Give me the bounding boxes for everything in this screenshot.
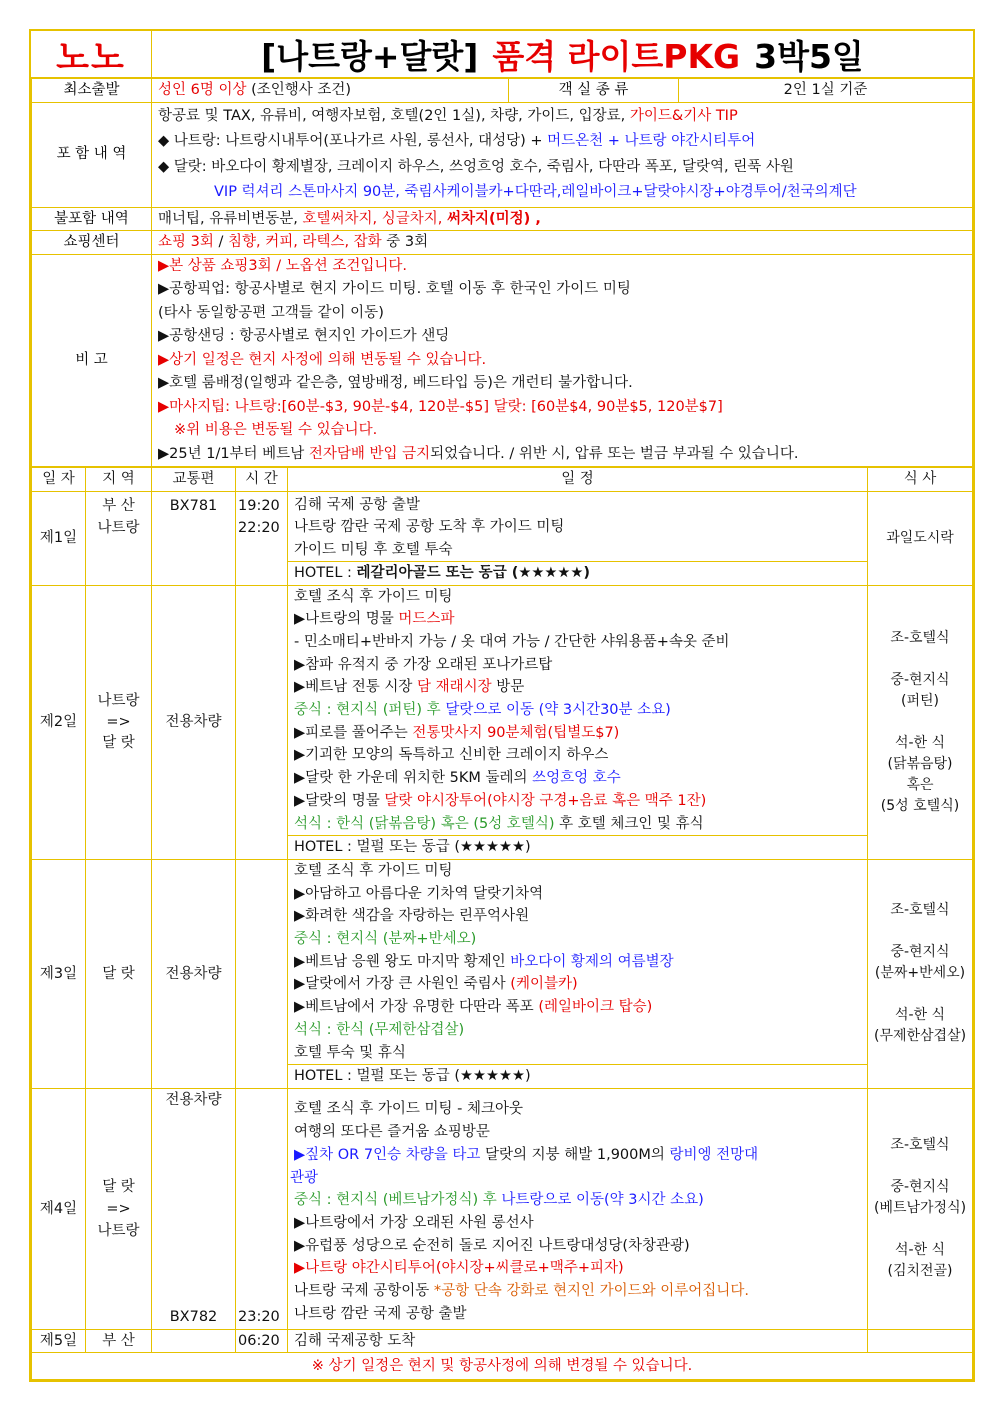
plan-line — [288, 951, 867, 974]
plan-line: 호텔 조식 후 가이드 미팅 — [294, 862, 453, 879]
remark-line: ▶호텔 룸배정(일행과 같은층, 옆방배정, 베드타입 등)은 개런티 불가합니다. — [158, 375, 633, 391]
meal-lunch: 중-현지식 — [890, 1179, 950, 1196]
inclusion-line — [158, 129, 966, 155]
col-meal: 식 사 — [868, 468, 973, 492]
day-label: 제5일 — [32, 1329, 86, 1353]
plan-line: - 민소매티+반바지 가능 / 옷 대여 가능 / 간단한 샤워용품+속옷 준비 — [294, 633, 730, 650]
plan-line: 나트랑 깜란 국제 공항 출발 — [294, 1305, 467, 1322]
day-plan — [288, 1088, 868, 1329]
plan-highlight: 바오다이 황제의 여름별장 — [510, 953, 674, 970]
day-meal — [868, 585, 973, 859]
inclusions-content — [152, 102, 973, 207]
inclusion-line: ◆ 달랏: 바오다이 황제별장, 크레이지 하우스, 쓰엉흐엉 호수, 죽림사, 다딴라 폭포, 달랏역, 린푹 사원 — [158, 158, 794, 175]
meal-lunch-detail: (베트남가정식) — [874, 1200, 966, 1217]
plan-line — [288, 973, 867, 996]
plan-text: 방문 — [491, 679, 525, 696]
day-plan: 김해 국제공항 도착 — [288, 1329, 868, 1353]
area-from: 나트랑 — [97, 692, 140, 709]
plan-text: 나트랑 국제 공항이동 — [294, 1283, 434, 1300]
day-area — [86, 585, 152, 859]
footer-notice: ※ 상기 일정은 현지 및 항공사정에 의해 변경될 수 있습니다. — [32, 1353, 973, 1380]
plan-line: ▶유럽풍 성당으로 순전히 돌로 지어진 나트랑대성당(차창관광) — [294, 1237, 690, 1254]
day4-row — [32, 1088, 973, 1329]
day-label: 제1일 — [32, 491, 86, 585]
meal-dinner: 석-한 식 — [894, 734, 946, 751]
day-label: 제4일 — [32, 1088, 86, 1329]
day-transport: 전용차량 — [152, 585, 236, 859]
exclusion-surcharge: 호텔써차지, 싱글차지, — [302, 210, 447, 227]
hotel-line: HOTEL : 멀펄 또는 동급 (★★★★★) — [288, 1064, 867, 1088]
plan-meal: 중식 : 현지식 (퍼틴) 후 — [294, 702, 446, 719]
day-transport — [152, 1329, 236, 1353]
plan-highlight: ▶나트랑 야간시티투어(야시장+씨클로+맥주+피자) — [294, 1260, 624, 1277]
plan-line — [288, 767, 867, 790]
plan-text: 달랏의 지붕 해발 1,900M의 — [484, 1146, 670, 1163]
meal-dinner-detail: (김치전골) — [887, 1263, 953, 1280]
time-arrive: 22:20 — [238, 520, 280, 536]
plan-text: ▶달랏의 명물 — [294, 792, 385, 809]
room-type-label: 객 실 종 류 — [509, 79, 679, 103]
title-duration: 3박5일 — [754, 36, 864, 76]
inclusion-text: 항공료 및 TAX, 유류비, 여행자보험, 호텔(2인 1실), 차량, 가이드, 입장료, — [158, 107, 630, 124]
day1-row — [32, 491, 973, 585]
room-type-value: 2인 1실 기준 — [679, 79, 973, 103]
plan-highlight: 관광 — [290, 1169, 319, 1186]
plan-highlight: 머드스파 — [398, 611, 455, 628]
inclusions-label: 포 함 내 역 — [32, 102, 152, 207]
plan-line: 나트랑 깜란 국제 공항 도착 후 가이드 미팅 — [294, 519, 565, 535]
shopping-count: 쇼핑 3회 — [158, 234, 214, 250]
plan-notice: *공항 단속 강화로 현지인 가이드와 이루어집니다. — [433, 1283, 749, 1300]
plan-text: ▶피로를 풀어주는 — [294, 724, 413, 741]
plan-line — [288, 699, 867, 722]
remark-text: ▶25년 1/1부터 베트남 — [158, 445, 309, 462]
exclusion-surcharge-tbd: 써차지(미정) , — [447, 210, 541, 227]
plan-text: ▶베트남에서 가장 유명한 다딴라 폭포 — [294, 999, 539, 1016]
day-times — [236, 491, 288, 585]
meal-lunch-detail: (퍼틴) — [901, 692, 939, 709]
remarks-label: 비 고 — [32, 254, 152, 467]
plan-text: ▶달랏에서 가장 큰 사원인 죽림사 — [294, 976, 511, 993]
plan-line — [288, 1280, 867, 1303]
exclusions-label: 불포함 내역 — [32, 207, 152, 231]
area-arrow: => — [106, 1200, 131, 1217]
plan-line — [288, 790, 867, 813]
plan-meal: 석식 : 한식 (무제한삼겹살) — [294, 1021, 465, 1038]
remark-line: ▶본 상품 쇼핑3회 / 노옵션 조건입니다. — [158, 257, 408, 274]
min-departure-count: 성인 6명 이상 — [158, 82, 247, 98]
shopping-sep: / — [213, 234, 228, 250]
info-table — [31, 78, 973, 467]
plan-line — [288, 1189, 867, 1212]
area-from: 달 랏 — [102, 1178, 135, 1195]
day-area — [86, 1088, 152, 1329]
day-plan — [288, 859, 868, 1088]
plan-line: ▶나트랑에서 가장 오래된 사원 롱선사 — [294, 1214, 534, 1231]
day-transport: 전용차량 — [152, 859, 236, 1088]
plan-line — [288, 676, 867, 699]
meal-dinner-or: 혹은 — [906, 776, 934, 793]
area-to: 나트랑 — [97, 1222, 140, 1239]
remark-ecig: 전자담배 반입 금지 — [308, 445, 431, 462]
plan-highlight: 담 재래시장 — [417, 679, 492, 696]
day-transport — [152, 1088, 236, 1329]
day-meal — [868, 1329, 973, 1353]
plan-line — [288, 722, 867, 745]
day-times — [236, 1088, 288, 1329]
area-to: 나트랑 — [97, 519, 140, 536]
brand-logo: 노노 — [31, 31, 152, 77]
meal-dinner-alt: (5성 호텔식) — [880, 797, 960, 814]
time-depart: 23:20 — [238, 1309, 280, 1326]
shopping-note: 중 3회 — [381, 234, 429, 250]
day-flight: BX781 — [152, 491, 236, 585]
title-destination: [나트랑+달랏] — [261, 36, 479, 76]
shopping-label: 쇼핑센터 — [32, 231, 152, 255]
plan-meal: 중식 : 현지식 (베트남가정식) 후 — [294, 1192, 502, 1209]
meal-lunch: 중-현지식 — [890, 671, 950, 688]
plan-highlight: (레일바이크 탑승) — [538, 999, 653, 1016]
min-departure-note: (조인행사 조건) — [251, 82, 352, 98]
plan-line: 호텔 조식 후 가이드 미팅 - 체크아웃 — [294, 1101, 523, 1118]
meal-dinner: 석-한 식 — [894, 1242, 946, 1259]
remark-line: ▶상기 일정은 현지 사정에 의해 변동될 수 있습니다. — [158, 351, 487, 368]
day-area: 부 산 — [86, 1329, 152, 1353]
day-area — [86, 491, 152, 585]
exclusions-content — [152, 207, 973, 231]
title-package: 품격 라이트PKG — [492, 36, 741, 76]
inclusion-vip-line: VIP 럭셔리 스톤마사지 90분, 죽림사케이블카+다딴라,레일바이크+달랏야시장+야경투어/천국의계단 — [214, 184, 857, 200]
col-day: 일 자 — [32, 468, 86, 492]
plan-transfer: 나트랑으로 이동(약 3시간 소요) — [501, 1192, 704, 1209]
plan-line — [288, 1144, 867, 1167]
plan-highlight: 달랏 야시장투어(야시장 구경+음료 혹은 맥주 1잔) — [384, 792, 707, 809]
plan-line: 김해 국제 공항 출발 — [294, 496, 420, 513]
meal-dinner-detail: (닭볶음탕) — [887, 755, 953, 772]
col-time: 시 간 — [236, 468, 288, 492]
hotel-line — [288, 561, 867, 585]
day5-row — [32, 1329, 973, 1353]
plan-text: ▶달랏 한 가운데 위치한 5KM 둘레의 — [294, 770, 533, 787]
plan-text: ▶베트남 응웬 왕도 마지막 황제인 — [294, 953, 511, 970]
plan-highlight: 쓰엉흐엉 호수 — [532, 770, 621, 787]
col-plan: 일 정 — [288, 468, 868, 492]
transport-vehicle: 전용차량 — [165, 1091, 222, 1108]
schedule-table — [31, 467, 973, 1380]
plan-highlight: (케이블카) — [510, 976, 578, 993]
page-title — [152, 31, 973, 77]
plan-line: ▶아담하고 아름다운 기차역 달랏기차역 — [294, 885, 544, 902]
day-meal — [868, 1088, 973, 1329]
plan-line: ▶화려한 색감을 자랑하는 린푸억사원 — [294, 908, 530, 925]
area-from: 부 산 — [102, 497, 135, 514]
day-times: 06:20 — [236, 1329, 288, 1353]
plan-line: 호텔 조식 후 가이드 미팅 — [294, 588, 453, 605]
plan-line: ▶참파 유적지 중 가장 오래된 포나가르탑 — [294, 656, 553, 673]
time-depart: 19:20 — [238, 497, 280, 514]
meal-lunch-detail: (분짜+반세오) — [874, 965, 966, 982]
min-departure-label: 최소출발 — [32, 79, 152, 103]
day-label: 제2일 — [32, 585, 86, 859]
inclusion-tip: 가이드&기사 TIP — [629, 107, 738, 124]
remark-massage-tip: ▶마사지팁: 나트랑:[60분-$3, 90분-$4, 120분-$5] 달랏: [60분$4, 90분$5, 120분$7] — [158, 398, 723, 415]
day-label: 제3일 — [32, 859, 86, 1088]
day-times — [236, 585, 288, 859]
meal-breakfast: 조-호텔식 — [890, 902, 950, 919]
hotel-name: 레갈리아골드 또는 동급 (★★★★★) — [356, 565, 590, 581]
remark-line: ※위 비용은 변동될 수 있습니다. — [174, 422, 378, 438]
remark-line — [158, 443, 966, 467]
shopping-items: 침향, 커피, 라텍스, 잡화 — [227, 234, 382, 250]
meal-lunch: 중-현지식 — [890, 944, 950, 961]
plan-line: 가이드 미팅 후 호텔 투숙 — [294, 541, 453, 558]
plan-highlight: 전통맛사지 90분체험(팁별도$7) — [412, 724, 620, 741]
remark-line: ▶공항픽업: 항공사별로 현지 가이드 미팅. 호텔 이동 후 한국인 가이드 미팅 — [158, 281, 631, 297]
day-meal — [868, 859, 973, 1088]
plan-meal: 석식 : 한식 (닭볶음탕) 혹은 (5성 호텔식) — [294, 815, 555, 832]
remark-line: ▶공항샌딩 : 항공사별로 현지인 가이드가 샌딩 — [158, 328, 450, 344]
exclusion-text: 매너팁, 유류비변동분, — [158, 210, 303, 227]
col-transport: 교통편 — [152, 468, 236, 492]
transport-flight: BX782 — [169, 1309, 218, 1326]
plan-line — [288, 996, 867, 1019]
col-area: 지 역 — [86, 468, 152, 492]
itinerary-sheet — [29, 29, 975, 1382]
hotel-label: HOTEL : — [294, 565, 357, 581]
meal-dinner: 석-한 식 — [894, 1007, 946, 1024]
remarks-content — [152, 254, 973, 467]
day-meal: 과일도시락 — [868, 491, 973, 585]
remark-text: 되었습니다. / 위반 시, 압류 또는 벌금 부과될 수 있습니다. — [430, 445, 799, 462]
inclusion-line — [158, 104, 966, 130]
day-times — [236, 859, 288, 1088]
day2-row — [32, 585, 973, 859]
plan-transfer: ▶짚차 OR 7인승 차량을 타고 — [294, 1146, 485, 1163]
meal-dinner-detail: (무제한삼겹살) — [874, 1028, 966, 1045]
plan-text: ▶베트남 전통 시장 — [294, 679, 418, 696]
plan-line: 호텔 투숙 및 휴식 — [294, 1044, 406, 1061]
plan-highlight: 랑비엥 전망대 — [669, 1146, 759, 1163]
remark-line: (타사 동일항공편 고객들 같이 이동) — [158, 304, 384, 321]
hotel-line: HOTEL : 멀펄 또는 동급 (★★★★★) — [288, 835, 867, 859]
header — [31, 31, 973, 78]
day-plan — [288, 585, 868, 859]
area-arrow: => — [106, 713, 131, 730]
inclusion-text: ◆ 나트랑: 나트랑시내투어(포나가르 사원, 롱선사, 대성당) + — [158, 133, 548, 149]
day-plan — [288, 491, 868, 585]
plan-text: ▶나트랑의 명물 — [294, 611, 399, 628]
plan-line: ▶기괴한 모양의 독특하고 신비한 크레이지 하우스 — [294, 747, 609, 764]
area-to: 달 랏 — [102, 734, 135, 751]
inclusion-highlight: 머드온천 + 나트랑 야간시티투어 — [547, 133, 756, 149]
plan-line — [288, 608, 867, 631]
day3-row — [32, 859, 973, 1088]
meal-breakfast: 조-호텔식 — [890, 1137, 950, 1154]
plan-line — [288, 813, 867, 836]
plan-text: 후 호텔 체크인 및 휴식 — [554, 815, 704, 832]
plan-line: 여행의 또다른 즐거움 쇼핑방문 — [294, 1124, 490, 1141]
day-area: 달 랏 — [86, 859, 152, 1088]
plan-transfer: 달랏으로 이동 (약 3시간30분 소요) — [445, 702, 671, 719]
plan-meal: 중식 : 현지식 (분짜+반세오) — [294, 931, 477, 948]
min-departure-value — [152, 79, 509, 103]
shopping-content — [152, 231, 973, 255]
meal-breakfast: 조-호텔식 — [890, 629, 950, 646]
